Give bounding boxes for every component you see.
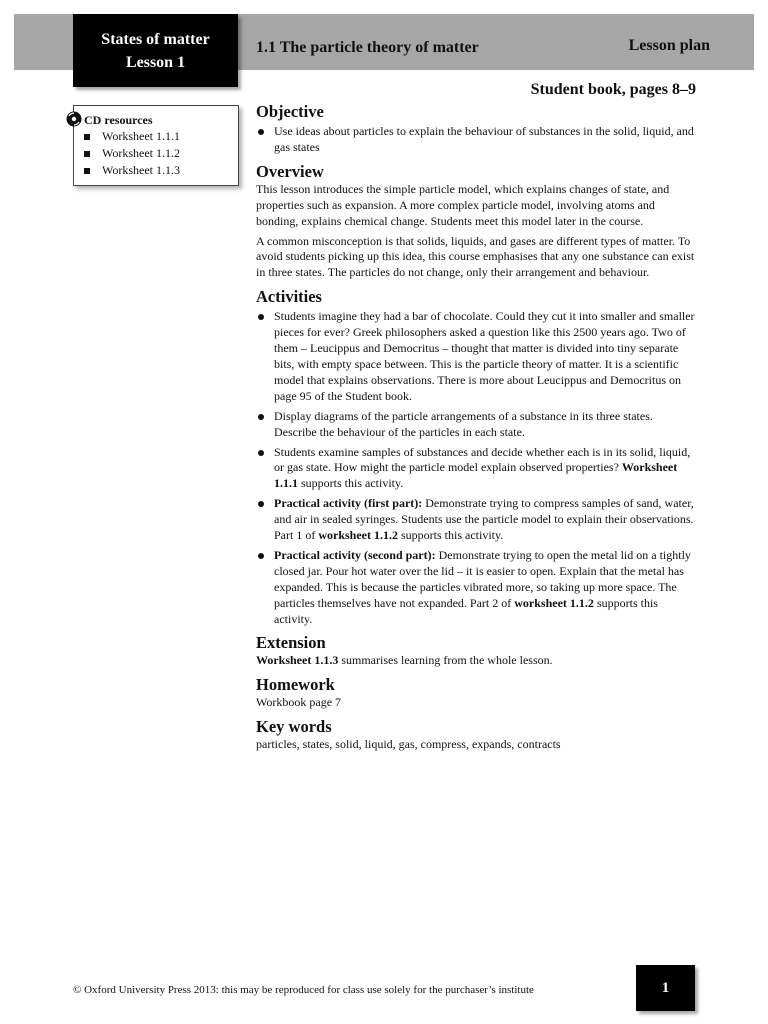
overview-paragraph: A common misconception is that solids, liquids, and gases are different types of matter. To avoid students picking up this idea, this course emphasises that any one substance can exist in three states. The particles do not change, only their arrangement and behaviour. bbox=[256, 233, 695, 280]
worksheet-reference: Worksheet 1.1.3 bbox=[256, 653, 339, 668]
square-bullet-icon bbox=[84, 134, 90, 140]
section-heading: Activities bbox=[256, 287, 322, 307]
section-heading: Extension bbox=[256, 633, 326, 653]
worksheet-reference: worksheet 1.1.2 bbox=[514, 595, 594, 610]
list-item bbox=[256, 496, 696, 544]
list-item bbox=[256, 548, 696, 628]
activity-text: Demonstrate trying to compress samples of sand, water, and air in sealed syringes. Students use the particle model to explain their observations. Part 1 of bbox=[274, 496, 694, 543]
objective-text: Use ideas about particles to explain the behaviour of substances in the solid, liquid, and gas states bbox=[274, 124, 694, 154]
key-words-text: particles, states, solid, liquid, gas, compress, expands, contracts bbox=[256, 737, 561, 752]
key-words-section bbox=[256, 717, 696, 753]
lesson-number: Lesson 1 bbox=[125, 53, 186, 71]
activity-label: Practical activity (first part): bbox=[274, 496, 423, 511]
cd-resources-title: CD resources bbox=[84, 113, 153, 127]
worksheet-link[interactable]: Worksheet 1.1.2 bbox=[102, 146, 181, 160]
cd-disc-icon bbox=[66, 111, 82, 127]
overview-section bbox=[256, 162, 696, 281]
list-item[interactable] bbox=[84, 162, 180, 179]
homework-text: Workbook page 7 bbox=[256, 695, 342, 710]
activity-text: supports this activity. bbox=[298, 476, 404, 491]
lesson-badge bbox=[73, 14, 238, 87]
overview-paragraph: This lesson introduces the simple particle model, which explains changes of state, and properties such as expansion. A more complex particle model, involving atoms and bonding, explains chemical change. Students meet this model later in the course. bbox=[256, 181, 670, 228]
section-heading: Key words bbox=[256, 717, 332, 737]
cd-resources-box bbox=[73, 105, 239, 186]
homework-section bbox=[256, 675, 696, 711]
page-number: 1 bbox=[636, 965, 695, 1011]
student-book-reference: Student book, pages 8–9 bbox=[530, 81, 696, 98]
list-item[interactable] bbox=[84, 128, 180, 145]
activity-text: supports this activity. bbox=[398, 528, 504, 543]
objective-list bbox=[256, 124, 696, 156]
unit-title: States of matter bbox=[101, 30, 210, 48]
activity-label: Practical activity (second part): bbox=[274, 547, 436, 562]
copyright-notice: © Oxford University Press 2013: this may be reproduced for class use solely for the purchaser’s institute bbox=[73, 984, 534, 996]
worksheet-link[interactable]: Worksheet 1.1.1 bbox=[102, 129, 181, 143]
objective-section bbox=[256, 102, 696, 156]
worksheet-reference: Worksheet 1.1.1 bbox=[274, 460, 678, 491]
section-heading: Homework bbox=[256, 675, 335, 695]
activity-text: Display diagrams of the particle arrangements of a substance in its three states. Describe the behaviour of the particles in each state. bbox=[274, 408, 653, 439]
bullet-icon bbox=[258, 450, 264, 456]
square-bullet-icon bbox=[84, 151, 90, 157]
activity-text: supports this activity. bbox=[274, 595, 658, 626]
section-heading: Overview bbox=[256, 161, 324, 181]
extension-section bbox=[256, 633, 696, 669]
bullet-icon bbox=[258, 501, 264, 507]
activity-text: Students examine samples of substances and decide whether each is in its solid, liquid, or gas state. How might the particle model explain observed properties? bbox=[274, 444, 691, 475]
bullet-icon bbox=[258, 314, 264, 320]
worksheet-reference: worksheet 1.1.2 bbox=[318, 528, 398, 543]
activity-text: Students imagine they had a bar of chocolate. Could they cut it into smaller and smaller pieces for ever? Greek philosophers asked a question like this 2500 years ago. Two of them – Leucippus and Democritus – thought that matter is divided into tiny separate bits, with empty space between. This is the particle theory of matter. It is a scientific model that explains observations. There is more about Leucippus and Democritus on page 95 of the Student book. bbox=[274, 309, 695, 403]
activity-text: Demonstrate trying to open the metal lid on a tightly closed jar. Pour hot water over the lid – it is easier to open. Explain that the metal has expanded. This is because the particles vibrated more, so taking up more space. The particles themselves have not expanded. Part 2 of bbox=[274, 547, 691, 610]
section-heading: Objective bbox=[256, 102, 324, 121]
bullet-icon bbox=[258, 553, 264, 559]
list-item bbox=[256, 445, 696, 493]
bullet-icon bbox=[258, 129, 264, 135]
square-bullet-icon bbox=[84, 168, 90, 174]
activities-section bbox=[256, 287, 696, 627]
main-content bbox=[256, 102, 696, 759]
list-item bbox=[256, 309, 696, 404]
cd-resources-list bbox=[84, 128, 180, 179]
list-item bbox=[256, 124, 696, 156]
extension-text bbox=[256, 653, 696, 669]
extension-body: summarises learning from the whole lesson. bbox=[338, 653, 553, 668]
worksheet-link[interactable]: Worksheet 1.1.3 bbox=[102, 163, 181, 177]
page-title: 1.1 The particle theory of matter bbox=[256, 39, 479, 56]
activities-list bbox=[256, 309, 696, 627]
list-item[interactable] bbox=[84, 145, 180, 162]
list-item bbox=[256, 409, 696, 441]
bullet-icon bbox=[258, 414, 264, 420]
document-type-label: Lesson plan bbox=[628, 37, 710, 54]
